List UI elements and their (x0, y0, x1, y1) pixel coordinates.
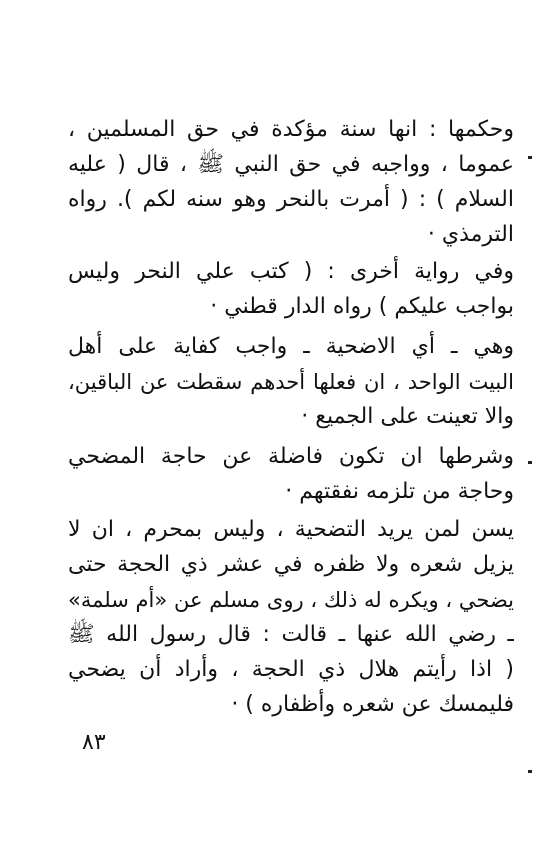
text-line: البيت الواحد ، ان فعلها أحدهم سقطت عن الباقين، (68, 370, 514, 394)
text-line: والا تعينت على الجميع · (301, 404, 514, 429)
text-line: وحاجة من تلزمه نفقتهم · (285, 479, 514, 504)
text-line: يزيل شعره ولا ظفره في عشر ذي الحجة حتى (68, 552, 514, 577)
text-line: عموما ، وواجبه في حق النبي ﷺ ، قال ( عليه (68, 152, 514, 177)
text-line: بواجب عليكم ) رواه الدار قطني · (210, 294, 514, 319)
text-line: الترمذي · (427, 222, 514, 247)
text-line: السلام ) : ( أمرت بالنحر وهو سنه لكم ). رواه (68, 187, 514, 212)
text-line: يسن لمن يريد التضحية ، وليس بمحرم ، ان لا (68, 517, 514, 542)
margin-mark (528, 461, 532, 464)
text-line: وشرطها ان تكون فاضلة عن حاجة المضحي (68, 444, 514, 469)
margin-mark (528, 770, 532, 773)
text-line: ـ رضي الله عنها ـ قالت : قال رسول الله ﷺ (68, 622, 514, 647)
page-number: ٨٣ (82, 730, 106, 755)
text-line: وهي ـ أي الاضحية ـ واجب كفاية على أهل (68, 334, 514, 359)
text-line: يضحي ، ويكره له ذلك ، روى مسلم عن «أم سلمة» (68, 588, 514, 612)
text-line: وفي رواية أخرى : ( كتب علي النحر وليس (68, 259, 514, 284)
text-line: وحكمها : انها سنة مؤكدة في حق المسلمين ، (68, 117, 514, 142)
text-line: فليمسك عن شعره وأظفاره ) · (231, 692, 514, 717)
text-line: ( اذا رأيتم هلال ذي الحجة ، وأراد أن يضحي (68, 657, 514, 682)
margin-mark (528, 156, 532, 159)
